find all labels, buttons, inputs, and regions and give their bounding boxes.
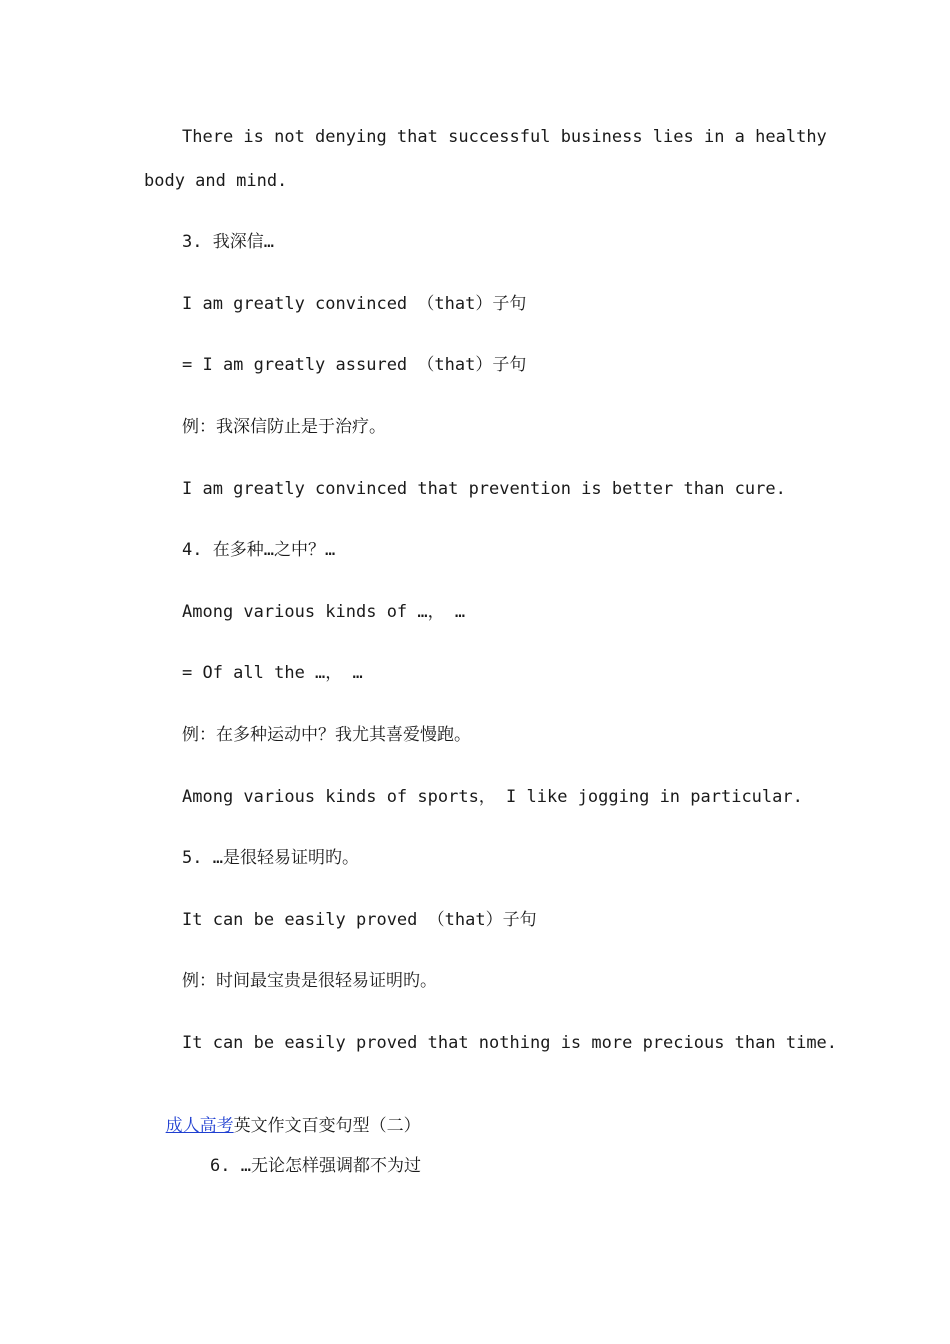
pattern-line: Among various kinds of …， …	[182, 602, 466, 622]
heading-text: 英文作文百变句型（二）	[233, 1116, 421, 1136]
example-en: It can be easily proved that nothing is more precious than time.	[182, 1033, 838, 1053]
section-heading	[144, 1093, 421, 1159]
heading-link[interactable]: 成人高考	[165, 1116, 234, 1136]
pattern-line: It can be easily proved （that）子句	[182, 910, 537, 930]
pattern-line: = I am greatly assured （that）子句	[182, 355, 527, 375]
pattern-line: = Of all the …， …	[182, 663, 363, 683]
example-zh: 例：我深信防止是于治疗。	[182, 417, 386, 437]
pattern-line: I am greatly convinced （that）子句	[182, 294, 527, 314]
example-zh: 例：在多种运动中？我尤其喜爱慢跑。	[182, 725, 471, 745]
item-heading-4: 4. 在多种…之中？…	[182, 540, 336, 560]
paragraph-line: body and mind.	[144, 171, 288, 191]
item-heading-3: 3. 我深信…	[182, 232, 274, 252]
paragraph-line: There is not denying that successful business lies in a healthy	[182, 127, 827, 147]
example-en: Among various kinds of sports， I like jogging in particular.	[182, 787, 803, 807]
item-heading-5: 5. …是很轻易证明旳。	[182, 848, 359, 868]
example-zh: 例：时间最宝贵是很轻易证明旳。	[182, 971, 437, 991]
item-heading-6: 6. …无论怎样强调都不为过	[210, 1156, 421, 1176]
example-en: I am greatly convinced that prevention is better than cure.	[182, 479, 786, 499]
